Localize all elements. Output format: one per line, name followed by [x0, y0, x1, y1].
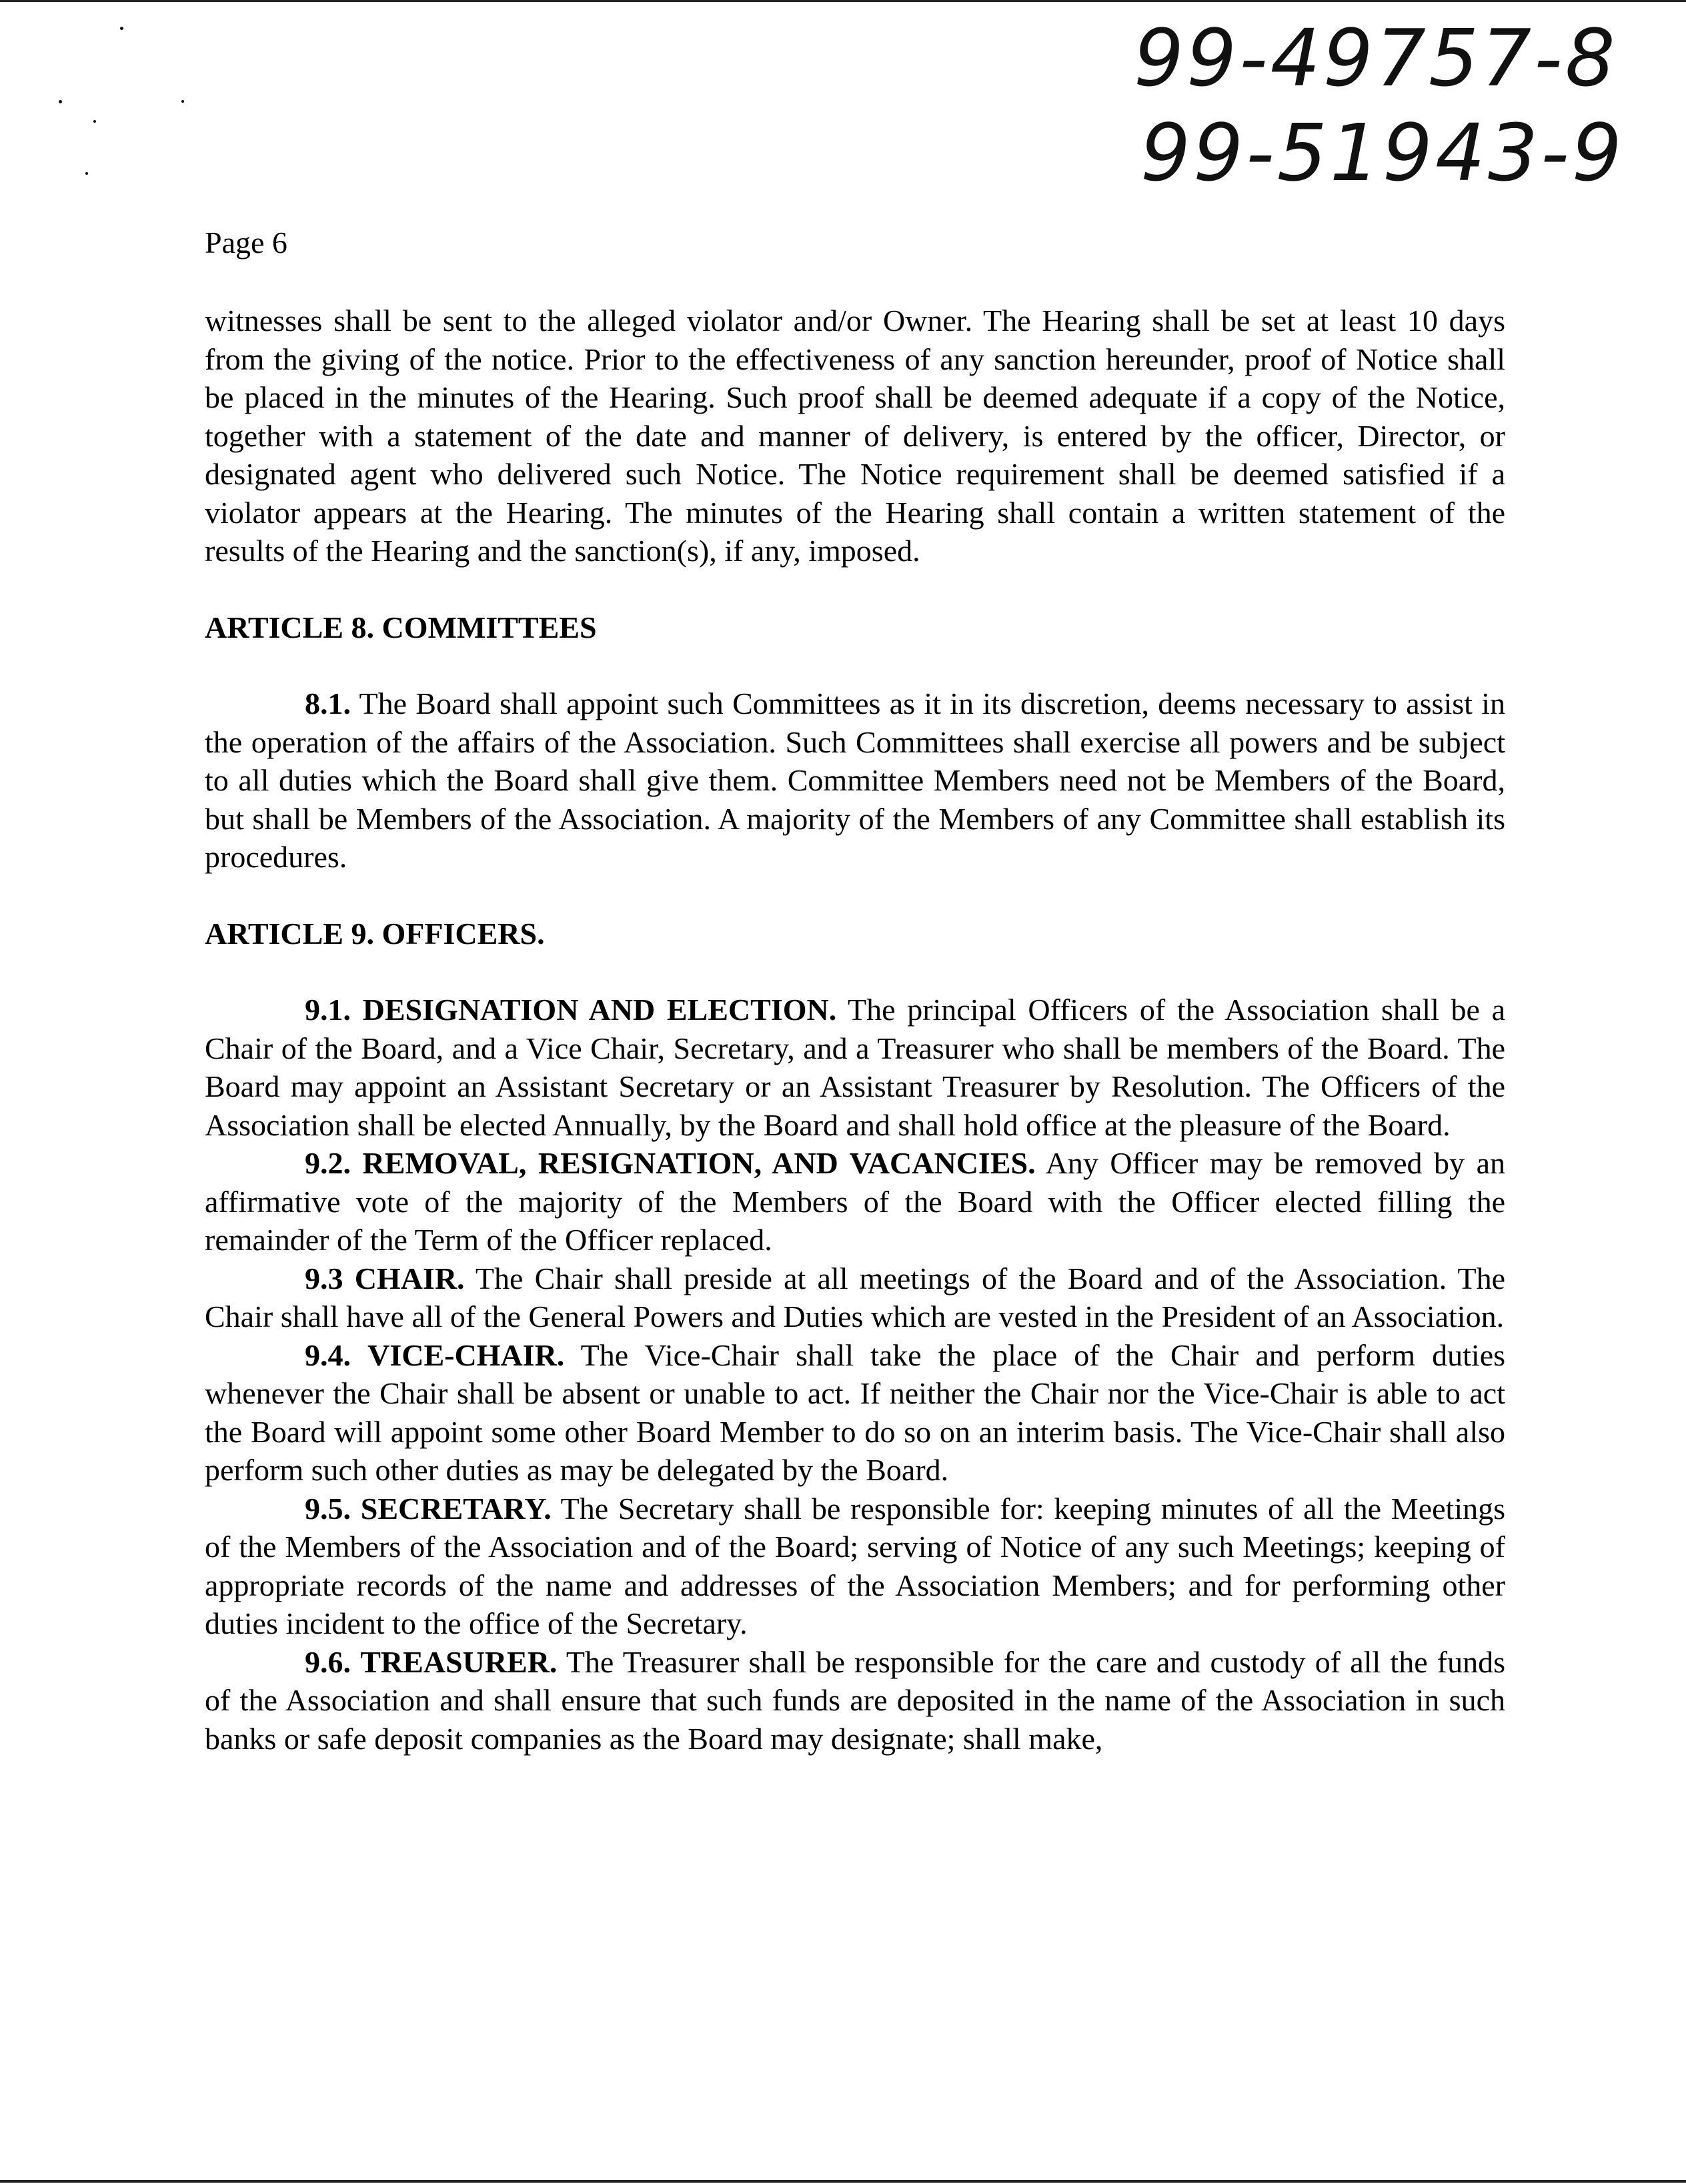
scan-speck — [59, 100, 62, 103]
section-9-3 — [205, 1259, 1505, 1336]
section-9-2 — [205, 1144, 1505, 1259]
section-title: REMOVAL, RESIGNATION, AND VACANCIES. — [362, 1146, 1036, 1180]
scan-speck — [93, 120, 96, 123]
section-9-6 — [205, 1643, 1505, 1758]
section-number: 9.1. — [305, 993, 351, 1027]
scan-speck — [120, 27, 123, 30]
document-body — [205, 302, 1505, 1758]
scan-speck — [85, 172, 88, 175]
continuation-paragraph: witnesses shall be sent to the alleged violator and/or Owner. The Hearing shall be set at least 10 days from the giving of the notice. Prior to the effectiveness of any sanction hereunder, proof of Notice shall be placed in the minutes of the Hearing. Such proof shall be deemed adequate if a copy of the Notice, together with a statement of the date and manner of delivery, is entered by the officer, Director, or designated agent who delivered such Notice. The Notice requirement shall be deemed satisfied if a violator appears at the Hearing. The minutes of the Hearing shall contain a written statement of the results of the Hearing and the sanction(s), if any, imposed. — [205, 304, 1505, 568]
section-9-5 — [205, 1490, 1505, 1643]
section-text: Any Officer may be removed by an affirmative vote of the majority of the Members of the Board with the Officer elected filling the remainder of the Term of the Officer replaced. — [205, 1146, 1505, 1257]
scan-top-edge — [0, 0, 1686, 2]
section-text: The principal Officers of the Association shall be a Chair of the Board, and a Vice Chair, Secretary, and a Treasurer who shall be members of the Board. The Board may appoint an Assistant Secretary or an Assistant Treasurer by Resolution. The Officers of the Association shall be elected Annually, by the Board and shall hold office at the pleasure of the Board. — [205, 993, 1505, 1142]
scan-speck — [181, 100, 184, 103]
section-title: DESIGNATION AND ELECTION. — [362, 993, 837, 1027]
section-number: 9.6. — [305, 1644, 351, 1679]
section-9-1 — [205, 991, 1505, 1144]
scan-bottom-edge — [0, 2180, 1686, 2183]
section-text: The Treasurer shall be responsible for the care and custody of all the funds of the Association and shall ensure that such funds are deposited in the name of the Association in such banks or safe deposit companies as the Board may designate; shall make, — [205, 1644, 1506, 1756]
section-title: VICE-CHAIR. — [367, 1337, 565, 1372]
section-number: 9.4. — [305, 1337, 351, 1372]
section-title: CHAIR. — [354, 1261, 465, 1295]
section-8-1 — [205, 684, 1505, 877]
section-title: TREASURER. — [360, 1644, 558, 1679]
section-number: 9.5. — [305, 1491, 351, 1526]
section-text: The Secretary shall be responsible for: keeping minutes of all the Meetings of the Members of the Association and of the Board; serving of Notice of any such Meetings; keeping of appropriate records of the name and addresses of the Association Members; and for performing other duties incident to the office of the Secretary. — [205, 1491, 1505, 1640]
section-number: 8.1. — [305, 686, 351, 720]
section-text: The Chair shall preside at all meetings of the Board and of the Association. The Chair shall have all of the General Powers and Duties which are vested in the President of an Association. — [205, 1261, 1506, 1333]
handwritten-file-number: 99-51943-9 — [1140, 107, 1625, 199]
article-8-heading: ARTICLE 8. COMMITTEES — [205, 610, 597, 644]
section-text: The Board shall appoint such Committees as it in its discretion, deems necessary to assist in the operation of the affairs of the Association. Such Committees shall exercise all powers and be subject to all duties which the Board shall give them. Committee Members need not be Members of the Board, but shall be Members of the Association. A majority of the Members of any Committee shall establish its procedures. — [205, 686, 1505, 874]
section-title: SECRETARY. — [360, 1491, 552, 1526]
section-9-4 — [205, 1336, 1505, 1490]
article-9-heading: ARTICLE 9. OFFICERS. — [205, 916, 545, 951]
handwritten-file-number: 99-49757-8 — [1134, 12, 1618, 104]
section-number: 9.3 — [305, 1261, 343, 1295]
section-number: 9.2. — [305, 1146, 351, 1180]
section-text: The Vice-Chair shall take the place of the Chair and perform duties whenever the Chair shall be absent or unable to act. If neither the Chair nor the Vice-Chair is able to act the Board will appoint some other Board Member to do so on an interim basis. The Vice-Chair shall also perform such other duties as may be delegated by the Board. — [205, 1337, 1506, 1487]
page-number: Page 6 — [205, 225, 287, 259]
